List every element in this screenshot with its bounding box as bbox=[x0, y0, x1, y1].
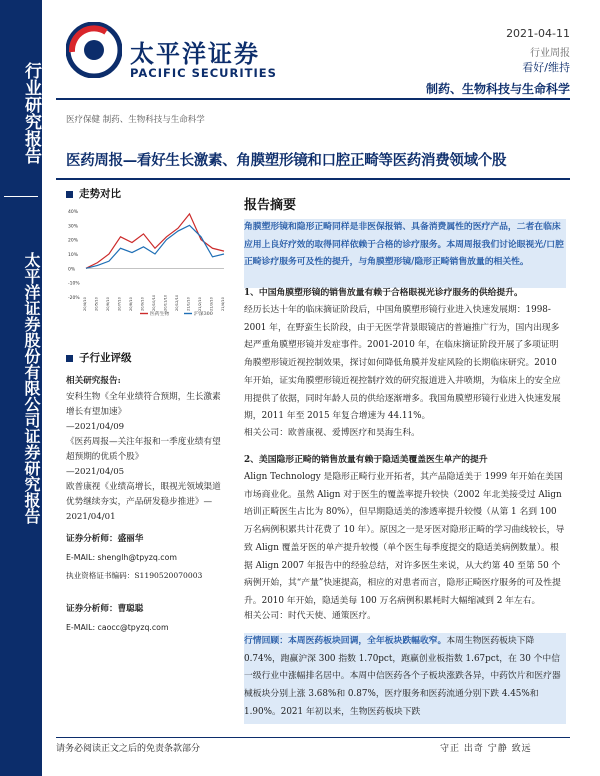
market-review-heading: 行情回顾：本周医药板块回调，全年板块跌幅收窄。 bbox=[244, 636, 447, 646]
section-2-related: 相关公司：时代天使、通策医疗。 bbox=[244, 611, 376, 621]
section-1-body: 经历长达十年的临床摘证阶段后，中国角膜塑形镜行业进入快速发展期：1998-2001 年，在野蛮生长阶段，由于无医学背景眼镜店的普遍推广行为，国内出现多起严重角膜塑形镜并发症事件。2001-2010 年，在临床摘证阶段开展了多项证明角膜塑形镜近视控制效果，探讨如何降低角膜并发症风险的长期临床研究。2010 年开始，证实角膜塑形镜近视控制疗效的研究报道进入井喷期，为临床上的安全应用提供了依据，同时年龄人员的供给逐渐增多。我国角膜塑形镜行业进入快速发展期，2011 年至 2015 年复合增速为 44.11%。 bbox=[244, 305, 561, 422]
x-tick-label: 20/9/10 bbox=[140, 297, 145, 311]
series-line-1 bbox=[86, 225, 224, 268]
footer-disclaimer: 请务必阅读正文之后的免责条款部分 bbox=[56, 744, 201, 754]
analyst-1-email: E-MAIL: shenglh@tpyzq.com bbox=[66, 553, 177, 562]
square-bullet-icon bbox=[66, 355, 73, 362]
report-date: 2021-04-11 bbox=[506, 27, 570, 40]
legend-label: 医药生物 bbox=[150, 312, 170, 317]
x-tick-label: 20/10/10 bbox=[152, 294, 156, 311]
x-tick-label: 20/8/10 bbox=[129, 297, 133, 311]
square-bullet-icon bbox=[66, 191, 73, 198]
x-tick-label: 21/2/10 bbox=[198, 297, 202, 311]
trend-chart bbox=[68, 205, 228, 320]
y-tick-label: 10% bbox=[68, 253, 79, 258]
x-tick-label: 20/6/10 bbox=[106, 297, 110, 311]
analyst-1-cert: 执业资格证书编码：S1190520070003 bbox=[66, 571, 203, 580]
related-report-1-date: —2021/04/09 bbox=[66, 422, 125, 432]
report-type: 行业周报 bbox=[530, 48, 570, 59]
market-review-body: 本周生物医药板块下降 0.74%，跑赢沪深 300 指数 1.70pct，跑赢创业板指数 1.67pct，在 30 个中信一级行业中涨幅排名居中。本周中信医药各个子板块涨跌各异，中药饮片和医疗器械板块分别上涨 3.68%和 0.87%，医疗服务和医药流通分别下跌 4.45%和 1.90%。2021 年初以来，生物医药板块下跌 bbox=[244, 636, 561, 717]
analyst-1-name: 证券分析师：盛丽华 bbox=[66, 534, 144, 544]
legend-label: 沪深300 bbox=[194, 312, 213, 317]
trend-heading: 走势对比 bbox=[66, 186, 121, 201]
y-tick-label: -20% bbox=[68, 296, 80, 301]
page-title: 医药周报—看好生长激素、角膜塑形镜和口腔正畸等医药消费领域个股 bbox=[66, 152, 507, 169]
x-tick-label: 21/4/10 bbox=[221, 297, 225, 311]
abstract-title: 报告摘要 bbox=[244, 198, 297, 213]
section-1-related: 相关公司：欧普康视、爱博医疗和昊海生科。 bbox=[244, 428, 420, 438]
subindustry-heading: 子行业评级 bbox=[66, 350, 132, 365]
x-tick-label: 20/12/10 bbox=[175, 294, 179, 311]
y-tick-label: 40% bbox=[68, 210, 79, 215]
x-tick-label: 20/5/10 bbox=[94, 297, 99, 311]
abstract-intro: 角膜塑形镜和隐形正畸同样是非医保报销、具备消费属性的医疗产品，二者在临床应用上良好疗效的取得同样依赖于合格的诊疗服务。本周周报我们讨论眼视光/口腔正畸诊疗服务可及性的提升，与角膜塑形镜/隐形正畸销售放量的相关性。 bbox=[244, 219, 566, 288]
related-report-2-date: —2021/04/05 bbox=[66, 467, 125, 477]
sidebar bbox=[0, 0, 42, 776]
footer-divider bbox=[56, 737, 570, 738]
logo-english-name: PACIFIC SECURITIES bbox=[130, 66, 277, 80]
y-tick-label: -10% bbox=[68, 281, 80, 287]
sidebar-company: 太平洋证券股份有限公司证券研究报告 bbox=[22, 252, 41, 524]
related-report-3: 欧普康视《业绩高增长，眼视光领域渠道优势继续夯实，产品研发稳步推进》—2021/04/01 bbox=[66, 482, 221, 522]
pacific-logo-icon bbox=[66, 22, 122, 78]
related-reports-heading: 相关研究报告: bbox=[66, 376, 121, 386]
y-tick-label: 30% bbox=[68, 224, 79, 230]
x-tick-label: 21/1/10 bbox=[186, 297, 191, 311]
related-report-1: 安科生物《全年业绩符合预期，生长激素增长有望加速》 bbox=[66, 392, 221, 417]
header-divider bbox=[56, 98, 570, 100]
x-tick-label: 20/4/10 bbox=[83, 297, 87, 311]
rating-badge: 看好/维持 bbox=[522, 61, 570, 74]
y-tick-label: 20% bbox=[68, 238, 79, 244]
market-review bbox=[244, 633, 566, 724]
section-1-heading: 1、中国角膜塑形镜的销售放量有赖于合格眼视光诊疗服务的供给提升。 bbox=[244, 288, 523, 298]
logo-chinese-name: 太平洋证券 bbox=[130, 40, 260, 68]
analyst-2-name: 证券分析师：曹聪聪 bbox=[66, 604, 144, 614]
section-2-body: Align Technology 是隐形正畸行业开拓者，其产品隐适美于 1999 年开始在美国市场商业化。虽然 Align 对于医生的覆盖率提升较快（2002 年北美接受过 Align 培训正畸医生占比为 80%），但早期隐适美的渗透率提升较慢（从第 1 名到 100 万名病例积累共计花费了 10 年）。原因之一是牙医对隐形正畸的学习曲线较长，导致 Align 覆盖牙医的单产提升较慢（单个医生每季度提交的隐适美病例数量）。根据 Align 2007 年报告中的经验总结，对许多医生来说，从大约第 40 至第 50 个病例开始，其“产量”快速提高，相应的对患者而言，隐形正畸医疗服务的可及性提升。2010 年开始，隐适美每 100 万名病例积累耗时大幅缩减到 2 年左右。 bbox=[244, 472, 565, 606]
related-report-2: 《医药周报—关注年报和一季度业绩有望超预期的优质个股》 bbox=[66, 437, 221, 462]
analyst-2-email: E-MAIL: caocc@tpyzq.com bbox=[66, 623, 169, 632]
section-2-heading: 2、美国隐形正畸的销售放量有赖于隐适美覆盖医生单产的提升 bbox=[244, 455, 488, 465]
x-tick-label: 21/3/10 bbox=[209, 297, 214, 311]
sidebar-category: 行业研究报告 bbox=[21, 62, 41, 164]
footer-motto: 守正 出奇 宁静 致远 bbox=[440, 744, 532, 754]
x-tick-label: 20/11/10 bbox=[163, 294, 168, 311]
x-tick-label: 20/7/10 bbox=[117, 297, 122, 311]
sidebar-divider bbox=[4, 196, 38, 197]
y-tick-label: 0% bbox=[68, 267, 76, 273]
breadcrumb: 医疗保健 制药、生物科技与生命科学 bbox=[66, 115, 205, 125]
title-divider bbox=[56, 178, 570, 180]
sector-label: 制药、生物科技与生命科学 bbox=[425, 82, 570, 96]
